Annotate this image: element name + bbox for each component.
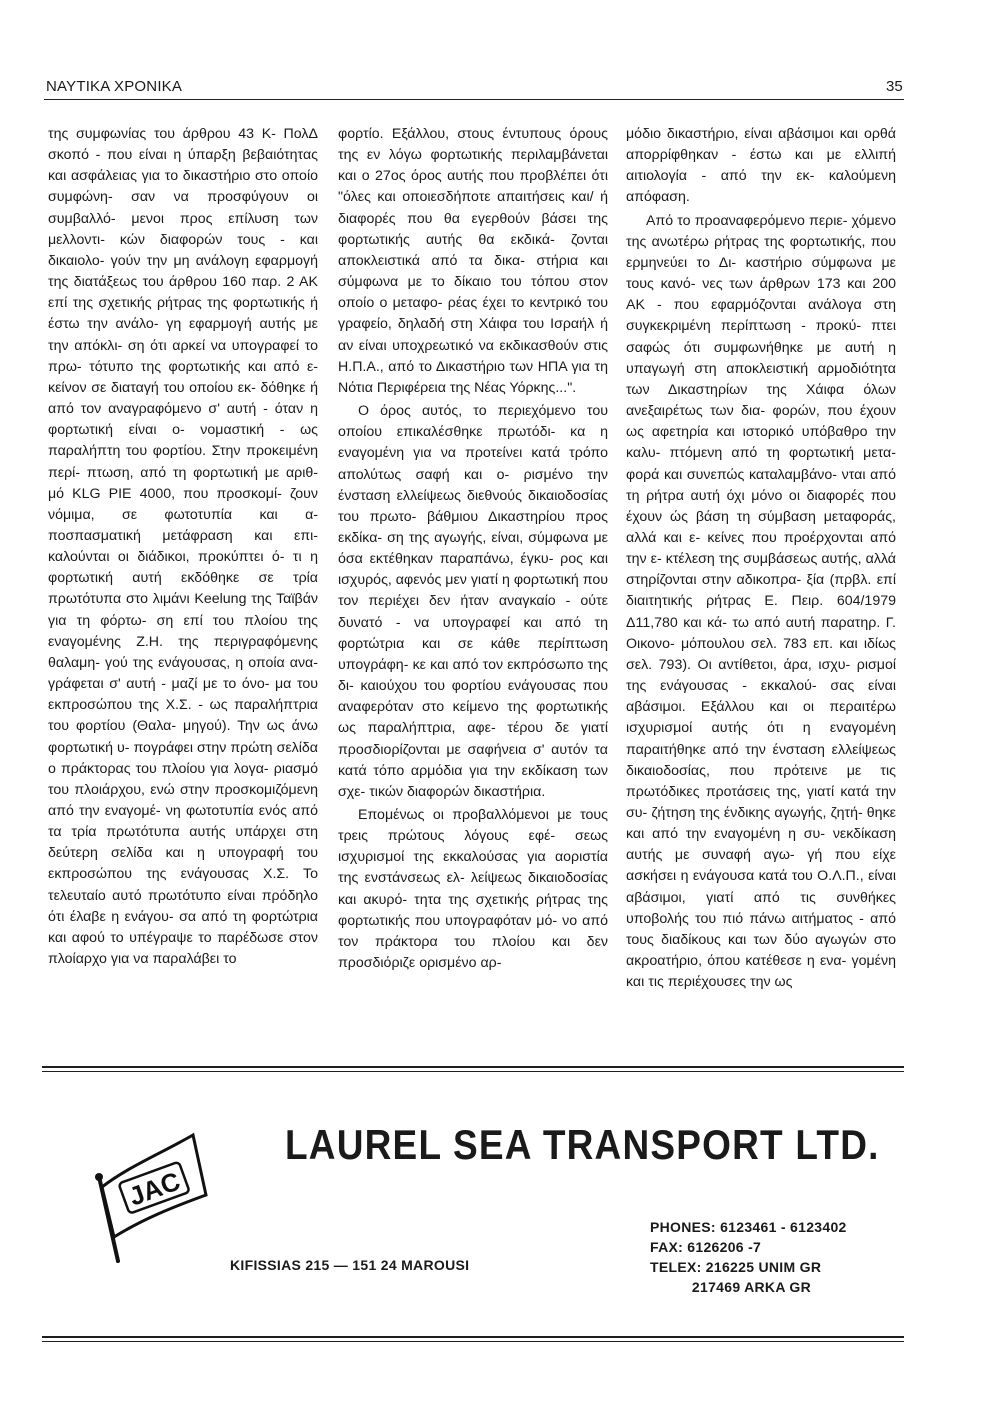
ad-bottom-rule xyxy=(42,1336,904,1338)
header-rule xyxy=(44,99,904,100)
logo-text: JAC xyxy=(124,1165,185,1212)
ad-top-rule xyxy=(42,1066,904,1068)
article-paragraph: Από το προαναφερόμενο περιε- χόμενο της ανωτέρω ρήτρας της φορτωτικής, που ερμηνεύει το Δι- καστήριο σύμφωνα με τους κανό- νες των άρθρων 173 και 200 ΑΚ - που εφαρμόζονται ανάλογα στη συγκεκριμένη περίπτωση - προκύ- πτει σαφώς ότι συμφωνήθηκε με αυτή η υπαγωγή στη αποκλειστική αρμοδιότητα των Δικαστηρίων της Χάιφα όλων ανεξαιρέτως των δια- φορών, που έχουν ως αφετηρία και ιστορικό υπόβαθρο την καλυ- πτόμενη από τη φορτωτική μετα- φορά και συνεπώς καταλαμβάνο- νται από τη ρήτρα αυτή όχι μόνο οι διαφορές που έχουν ώς βάση τη σύμβαση μεταφοράς, αλλά και ε- κείνες που προέρχονται από την ε- κτέλεση της συμβάσεως αυτής, αλλά στηρίζονται στην αδικοπρα- ξία (πρβλ. επί διαιτητικής ρήτρας Ε. Πειρ. 604/1979 Δ11,780 και κά- τω από αυτή παρατηρ. Γ. Οικονο- μόπουλου σελ. 783 επ. και ιδίως σελ. 793). Οι αντίθετοι, άρα, ισχυ- ρισμοί της ενάγουσας - εκκαλού- σας είναι αβάσιμοι. Εξάλλου και οι περαιτέρω ισχυρισμοί αυτής ότι η εναγομένη παραιτήθηκε από την ένσταση ελλείψεως δικαιοδοσίας, που πρότεινε με τις πρωτόδικες προτάσεις της, γιατί κατά την συ- ζήτηση της ένδικης αγωγής, ζητή- θηκε και από την εναγομένη η συ- νεκδίκαση αυτής με συναφή αγω- γή που είχε ασκήσει η ενάγουσα κατά του Ο.Λ.Π., είναι αβάσιμοι, γιατί από τις συνθήκες υποβολής του πιό πάνω αιτήματος - από τους διαδίκους και των δύο αγωγών στο ακροατήριο, όπου κατέθεσε η ενα- γομένη και τις περιέχουσες την ως xyxy=(626,212,896,991)
article-column-3 xyxy=(626,124,896,1054)
company-name: LAUREL SEA TRANSPORT LTD. xyxy=(285,1122,880,1168)
flag-logo-icon xyxy=(78,1115,218,1265)
article-paragraph: Ο όρος αυτός, το περιεχόμενο του οποίου επικαλέσθηκε πρωτόδι- κα η εναγομένη για να προτείνει κατά τρόπο απολύτως σαφή και ο- ρισμένο την ένσταση ελλείψεως διεθνούς δικαιοδοσίας του πρωτο- βάθμιου Δικαστηρίου προς εκδίκα- ση της αγωγής, είναι, σύμφωνα με όσα εκτέθηκαν παραπάνω, έγκυ- ρος και ισχυρός, αφενός μεν γιατί η φορτωτική που τον περιέχει δεν ήταν αναγκαίο - ούτε δυνατό - να υπογραφεί και από τη φορτώτρια και σε κάθε περίπτωση υπογράφη- κε και από τον εκπρόσωπο της δι- καιούχου του φορτίου ενάγουσας που αναφερόταν στο κείμενο της φορτωτικής ως παραλήπτρια, αφε- τέρου δε γιατί προσδιορίζονται με σαφήνεια σ' αυτόν τα κατά τόπο αρμόδια για την εκδίκαση των σχε- τικών διαφορών δικαστήρια. xyxy=(338,403,608,800)
publication-title: ΝΑΥΤΙΚΑ ΧΡΟΝΙΚΑ xyxy=(46,78,183,95)
page-number: 35 xyxy=(886,78,903,95)
ad-top-rule-thin xyxy=(42,1071,904,1072)
article-paragraph: φορτίο. Εξάλλου, στους έντυπους όρους της εν λόγω φορτωτικής περιλαμβάνεται και ο 27ος όρος αυτής που προβλέπει ότι "όλες και οποιεσδήποτε απαιτήσεις και/ ή διαφορές που θα εγερθούν βάσει της φορτωτικής αυτής θα εκδικά- ζονται αποκλειστικά από τα δικα- στήρια και σύμφωνα με το δίκαιο του τόπου στον οποίο ο μεταφο- ρέας έχει το κεντρικό του γραφείο, δηλαδή στη Χάιφα του Ισραήλ ή αν είναι υποχρεωτικό να εκδικασθούν στις Η.Π.Α., από το Δικαστήριο των ΗΠΑ για τη Νότια Περιφέρεια της Νέας Υόρκης...". xyxy=(338,126,608,396)
article-column-2 xyxy=(338,124,608,1054)
company-contacts: PHONES: 6123461 - 6123402 FAX: 6126206 -7 TELEX: 216225 UNIM GR 217469 ARKA GR xyxy=(650,1219,847,1295)
article-paragraph: μόδιο δικαστήριο, είναι αβάσιμοι και ορθά απορρίφθηκαν - έστω και με ελλιπή αιτιολογία - από την εκ- καλούμενη απόφαση. xyxy=(626,126,896,206)
company-address: KIFISSIAS 215 — 151 24 MAROUSI xyxy=(230,1257,470,1273)
ad-bottom-rule-thin xyxy=(42,1341,904,1342)
article-column-1 xyxy=(48,124,318,1054)
article-paragraph: Επομένως οι προβαλλόμενοι με τους τρεις πρώτους λόγους εφέ- σεως ισχυρισμοί της εκκαλούσας για αοριστία της ενστάνσεως ελ- λείψεως δικαιοδοσίας και ακυρό- τητα της σχετικής ρήτρας της φορτωτικής που υπογραφόταν μό- νο από τον πράκτορα του πλοίου και δεν προσδιόριζε ορισμένο αρ- xyxy=(338,807,608,972)
article-paragraph: της συμφωνίας του άρθρου 43 Κ- ΠολΔ σκοπό - που είναι η ύπαρξη βεβαιότητας και ασφάλειας για το δικαστήριο στο οποίο συμφώνη- σαν να προσφύγουν οι συμβαλλό- μενοι προς επίλυση των μελλοντι- κών διαφορών τους - και δικαιολο- γούν την μη ανάλογη εφαρμογή της διατάξεως του άρθρου 160 παρ. 2 ΑΚ επί της σχετικής ρήτρας της φορτωτικής ή έστω την ανάλο- γη εφαρμογή αυτής με την απόκλι- ση ότι αρκεί να υπογραφεί το πρω- τότυπο της φορτωτικής και από ε- κείνον σε διαταγή του οποίου εκ- δόθηκε ή από τον αναγραφόμενο σ' αυτή - όταν η φορτωτική είναι ο- νομαστική - ως παραλήπτη του φορτίου. Στην προκειμένη περί- πτωση, από τη φορτωτική με αριθ- μό KLG PIE 4000, που προσκομί- ζουν νόμιμα, σε φωτοτυπία και α- ποσπασματική μετάφραση και επι- καλούνται οι διάδικοι, προκύπτει ό- τι η φορτωτική αυτή εκδόθηκε σε τρία πρωτότυπα στο λιμάνι Keelung της Ταϊβάν για τη φόρτω- ση επί του πλοίου της εναγομένης Ζ.Η. της περιγραφόμενης θαλαμη- γού της ενάγουσας, η οποία ανα- γράφεται σ' αυτή - μαζί με το όνο- μα του εκπροσώπου της Χ.Σ. - ως παραλήπτρια του φορτίου (Θαλα- μηγού). Την ως άνω φορτωτική υ- πογράφει στην πρώτη σελίδα ο πράκτορας του πλοίου για λογα- ριασμό του πλοιάρχου, ενώ στην προσκομιζόμενη από την εναγομέ- νη φωτοτυπία ενός από τα τρία πρωτότυπα αυτής υπάρχει στη δεύτερη σελίδα και η υπογραφή του εκπροσώπου της ενάγουσας Χ.Σ. Το τελευταίο αυτό πρωτότυπο είναι πρόδηλο ότι έλαβε η ενάγου- σα από τη φορτώτρια και αφού το υπέγραψε το παρέδωσε στον πλοίαρχο για να παραλάβει το xyxy=(48,126,318,968)
